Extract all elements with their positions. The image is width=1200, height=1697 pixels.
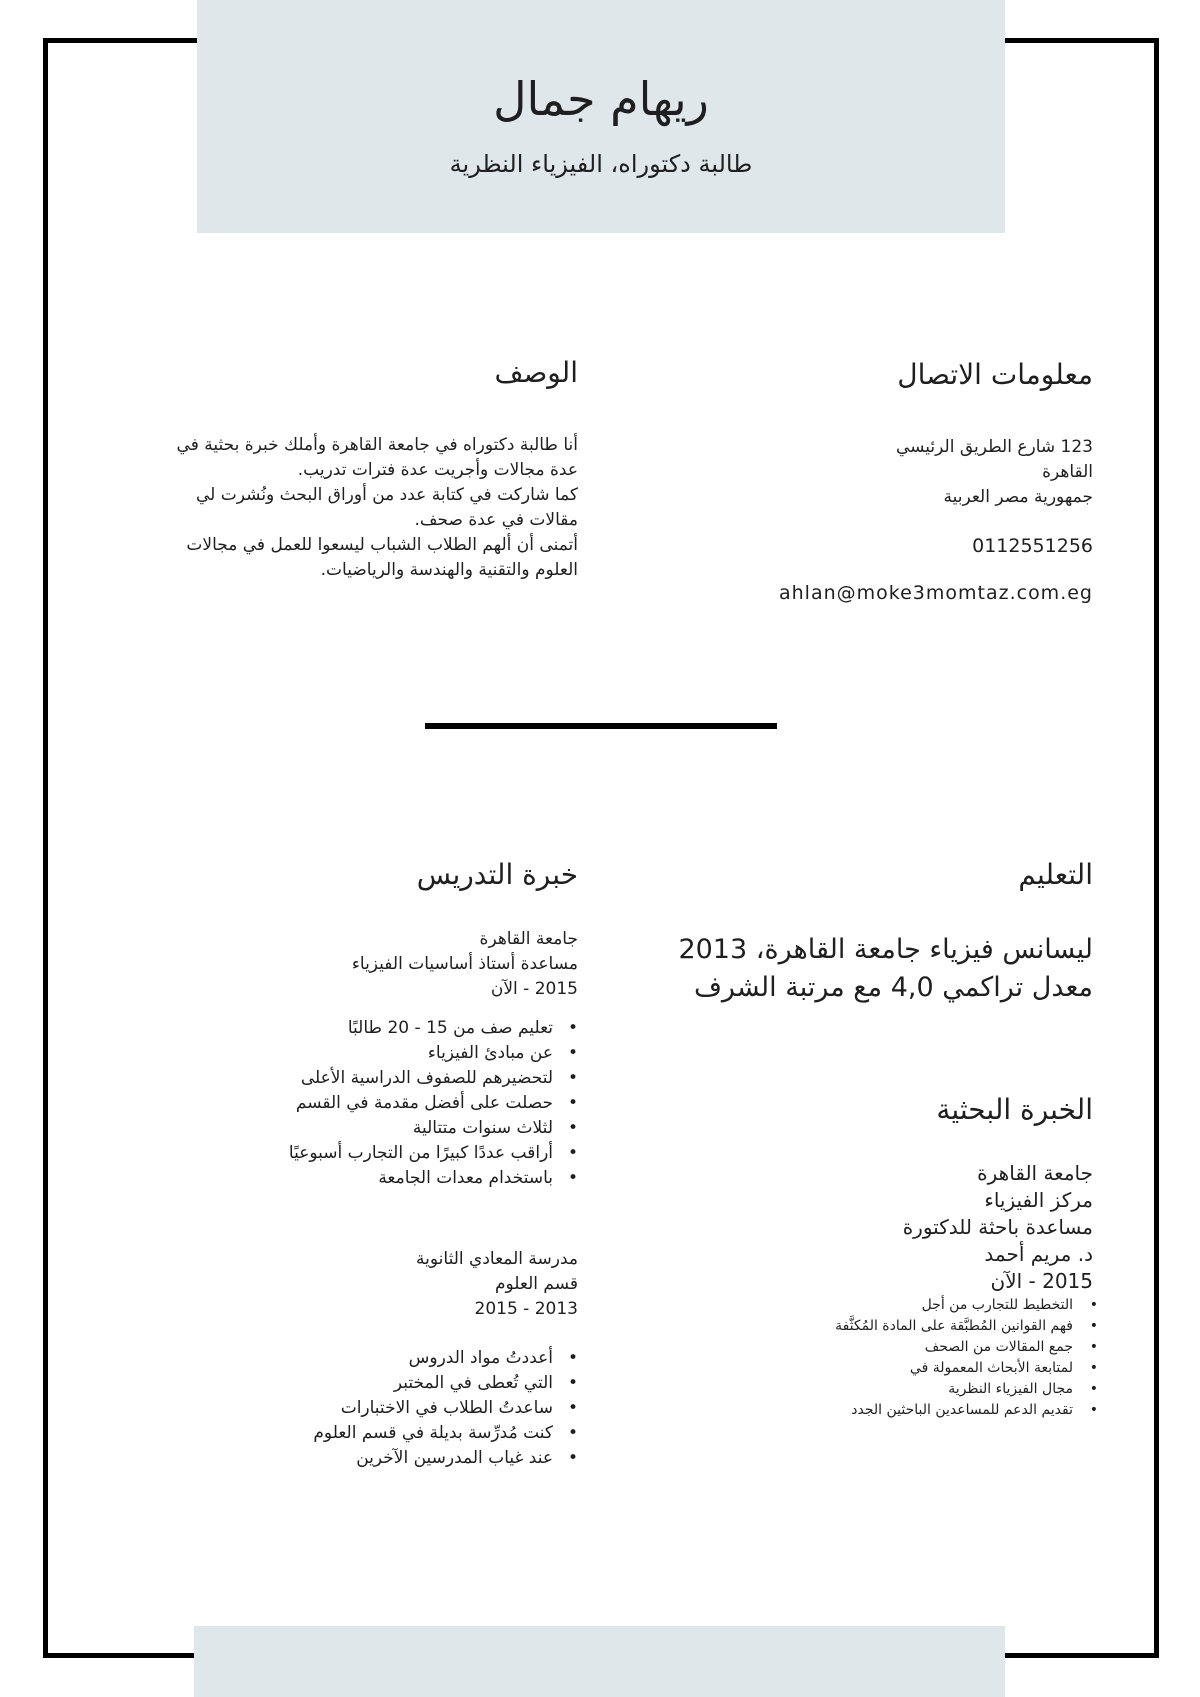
list-item: • حصلت على أفضل مقدمة في القسم (58, 1091, 553, 1116)
teaching-job-2-bullets (58, 1346, 578, 1471)
list-item: • ساعدتُ الطلاب في الاختبارات (58, 1396, 553, 1421)
address (623, 435, 1093, 510)
description-heading: الوصف (494, 356, 578, 389)
job-line: قسم العلوم (494, 1274, 578, 1294)
list-item: • عند غياب المدرسين الآخرين (58, 1446, 553, 1471)
list-item: • لمتابعة الأبحاث المعمولة في (623, 1358, 1073, 1379)
list-item: • مجال الفيزياء النظرية (623, 1379, 1073, 1400)
phone-number: 0112551256 (972, 535, 1093, 557)
research-heading: الخبرة البحثية (936, 1093, 1093, 1126)
education-line: ليسانس فيزياء جامعة القاهرة، 2013 (678, 934, 1093, 965)
list-item: • أراقب عددًا كبيرًا من التجارب أسبوعيًا (58, 1141, 553, 1166)
list-item: • تعليم صف من 15 - 20 طالبًا (58, 1016, 553, 1041)
research-section (623, 1093, 1093, 1421)
address-line: 123 شارع الطريق الرئيسي (895, 437, 1093, 457)
list-item: • لتحضيرهم للصفوف الدراسية الأعلى (58, 1066, 553, 1091)
person-name: ريهام جمال (493, 72, 709, 126)
teaching-job-1 (58, 927, 578, 1002)
list-item: • تقديم الدعم للمساعدين الباحثين الجدد (623, 1400, 1073, 1421)
teaching-job-2 (58, 1247, 578, 1322)
list-item: • لثلاث سنوات متتالية (58, 1116, 553, 1141)
list-item: • فهم القوانين المُطبَّقة على المادة المُكثَّفة (623, 1316, 1073, 1337)
research-line: جامعة القاهرة (977, 1161, 1093, 1185)
teaching-section (58, 858, 578, 1471)
education-details (623, 931, 1093, 1007)
list-item: • كنت مُدرِّسة بديلة في قسم العلوم (58, 1421, 553, 1446)
research-line: 2015 - الآن (990, 1269, 1093, 1293)
job-title: طالبة دكتوراه، الفيزياء النظرية (449, 150, 753, 178)
email-address: ahlan@moke3momtaz.com.eg (778, 582, 1093, 604)
list-item: • التخطيط للتجارب من أجل (623, 1295, 1073, 1316)
description-line: مقالات في عدة صحف. (414, 510, 578, 530)
job-line: مدرسة المعادي الثانوية (416, 1249, 578, 1269)
contact-heading: معلومات الاتصال (897, 358, 1093, 391)
header-banner (197, 0, 1005, 233)
section-divider (425, 723, 777, 729)
job-line: 2013 - 2015 (474, 1299, 578, 1319)
description-line: أنا طالبة دكتوراه في جامعة القاهرة وأملك خبرة بحثية في (176, 435, 578, 455)
research-bullets (623, 1295, 1093, 1421)
description-section (58, 356, 578, 583)
footer-banner (194, 1626, 1005, 1697)
research-line: د. مريم أحمد (984, 1242, 1093, 1266)
address-line: القاهرة (1042, 462, 1093, 482)
education-line: معدل تراكمي 4,0 مع مرتبة الشرف (693, 972, 1093, 1003)
contact-section (623, 358, 1093, 606)
description-text (58, 433, 578, 583)
list-item: • عن مبادئ الفيزياء (58, 1041, 553, 1066)
description-line: عدة مجالات وأجريت عدة فترات تدريب. (297, 460, 578, 480)
address-line: جمهورية مصر العربية (943, 487, 1093, 507)
description-line: أتمنى أن ألهم الطلاب الشباب ليسعوا للعمل في مجالات (186, 535, 578, 555)
research-line: مركز الفيزياء (984, 1188, 1093, 1212)
education-section (623, 858, 1093, 1007)
list-item: • أعددتُ مواد الدروس (58, 1346, 553, 1371)
job-line: مساعدة أستاذ أساسيات الفيزياء (351, 954, 578, 974)
research-line: مساعدة باحثة للدكتورة (902, 1215, 1093, 1239)
list-item: • جمع المقالات من الصحف (623, 1337, 1073, 1358)
job-line: 2015 - الآن (490, 979, 578, 999)
description-line: كما شاركت في كتابة عدد من أوراق البحث ونُشرت لي (196, 485, 578, 505)
list-item: • باستخدام معدات الجامعة (58, 1166, 553, 1191)
teaching-job-1-bullets (58, 1016, 578, 1191)
education-heading: التعليم (1018, 858, 1093, 891)
list-item: • التي تُعطى في المختبر (58, 1371, 553, 1396)
job-line: جامعة القاهرة (479, 929, 578, 949)
description-line: العلوم والتقنية والهندسة والرياضيات. (320, 560, 578, 580)
teaching-heading: خبرة التدريس (416, 858, 578, 891)
research-details (623, 1160, 1093, 1295)
